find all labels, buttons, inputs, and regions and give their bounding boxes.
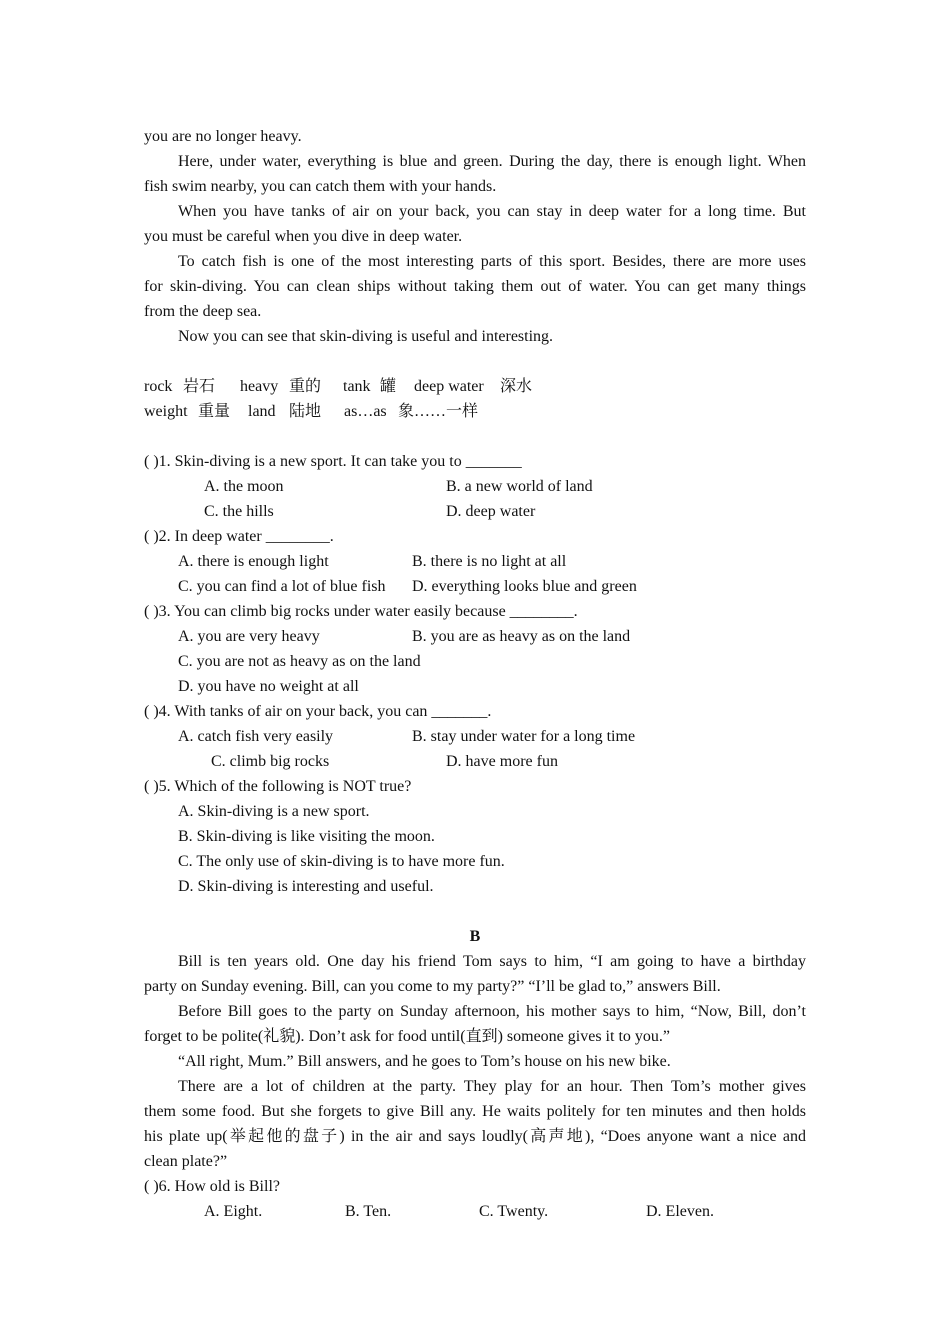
vocab-word: as…as [344,403,387,420]
option: B. stay under water for a long time [412,728,636,745]
paragraph-line: you must be careful when you dive in deep water. [144,228,463,245]
vocab-meaning: 重的 [289,378,322,395]
option: A. the moon [204,478,284,495]
option: C. climb big rocks [211,753,330,770]
option: C. you can find a lot of blue fish [178,578,386,595]
questions-a [144,449,806,899]
option-row [144,649,806,674]
option-row [144,624,806,649]
option: D. you have no weight at all [178,678,359,695]
vocabulary-row [144,399,806,424]
vocab-meaning: 重量 [198,403,231,420]
paragraph-line: from the deep sea. [144,303,262,320]
paragraph-line: clean plate?” [144,1153,228,1170]
question-stem: ( )5. Which of the following is NOT true? [144,778,412,795]
vocab-meaning: 象……一样 [398,403,479,420]
paragraph-line: “All right, Mum.” Bill answers, and he goes to Tom’s house on his new bike. [178,1053,671,1070]
option: A. Skin-diving is a new sport. [178,803,370,820]
option-row [144,574,806,599]
option: C. Twenty. [479,1203,549,1220]
paragraph-line: Now you can see that skin-diving is useful and interesting. [178,328,554,345]
vocab-meaning: 深水 [500,378,533,395]
paragraph-line: forget to be polite(礼貌). Don’t ask for food until(直到) someone gives it to you.” [144,1028,670,1045]
option-row [144,499,806,524]
option: C. you are not as heavy as on the land [178,653,421,670]
paragraph-line: fish swim nearby, you can catch them with your hands. [144,178,497,195]
paragraph-line: you are no longer heavy. [144,128,302,145]
vocab-word: land [248,403,276,420]
paragraph-line: Before Bill goes to the party on Sunday afternoon, his mother says to him, “Now, Bill, don’t [178,1003,806,1020]
vocab-meaning: 陆地 [289,403,322,420]
option-row [144,724,806,749]
paragraph-line: his plate up(举起他的盘子) in the air and says loudly(高声地), “Does anyone want a nice and [144,1128,806,1145]
option: A. there is enough light [178,553,329,570]
section-b [144,924,806,1224]
question-stem: ( )1. Skin-diving is a new sport. It can take you to _______ [144,453,522,470]
vocab-meaning: 岩石 [183,378,216,395]
option-row [144,674,806,699]
option: D. Skin-diving is interesting and useful. [178,878,434,895]
section-heading: B [469,928,481,945]
option: A. catch fish very easily [178,728,334,745]
document-page [144,124,806,1224]
vocab-word: weight [144,403,188,420]
question-stem: ( )2. In deep water ________. [144,528,334,545]
vocab-meaning: 罐 [380,378,397,395]
paragraph-line: When you have tanks of air on your back, you can stay in deep water for a long time. But [178,203,806,220]
option-row [144,549,806,574]
option: B. there is no light at all [412,553,567,570]
option: A. you are very heavy [178,628,320,645]
option-row [144,824,806,849]
option: C. the hills [204,503,274,520]
option: B. a new world of land [446,478,593,495]
question-stem: ( )6. How old is Bill? [144,1178,280,1195]
paragraph-line: them some food. But she forgets to give Bill any. He waits politely for ten minutes and then holds [144,1103,806,1120]
vocab-word: tank [343,378,371,395]
option-row [144,474,806,499]
option: D. everything looks blue and green [412,578,637,595]
paragraph-line: party on Sunday evening. Bill, can you come to my party?” “I’ll be glad to,” answers Bill. [144,978,721,995]
paragraph-line: Here, under water, everything is blue and green. During the day, there is enough light. When [178,153,806,170]
option-row [144,874,806,899]
question-stem: ( )3. You can climb big rocks under water easily because ________. [144,603,578,620]
option-row [144,849,806,874]
option: C. The only use of skin-diving is to have more fun. [178,853,505,870]
option-row [144,1199,806,1224]
passage-a [144,124,806,349]
paragraph-line: There are a lot of children at the party. They play for an hour. Then Tom’s mother gives [178,1078,806,1095]
option: B. you are as heavy as on the land [412,628,631,645]
paragraph-line: To catch fish is one of the most interesting parts of this sport. Besides, there are more uses [178,253,806,270]
option: A. Eight. [204,1203,263,1220]
vocabulary-list [144,374,806,424]
question-stem: ( )4. With tanks of air on your back, you can _______. [144,703,492,720]
paragraph-line: Bill is ten years old. One day his friend Tom says to him, “I am going to have a birthday [178,953,806,970]
vocabulary-row [144,374,806,399]
option: B. Skin-diving is like visiting the moon. [178,828,435,845]
option: D. have more fun [446,753,558,770]
vocab-word: deep water [414,378,484,395]
vocab-word: rock [144,378,173,395]
option: D. Eleven. [646,1203,714,1220]
option-row [144,799,806,824]
vocab-word: heavy [240,378,279,395]
option: D. deep water [446,503,536,520]
option: B. Ten. [345,1203,392,1220]
paragraph-line: for skin-diving. You can clean ships without taking them out of water. You can get many things [144,278,806,295]
option-row [144,749,806,774]
